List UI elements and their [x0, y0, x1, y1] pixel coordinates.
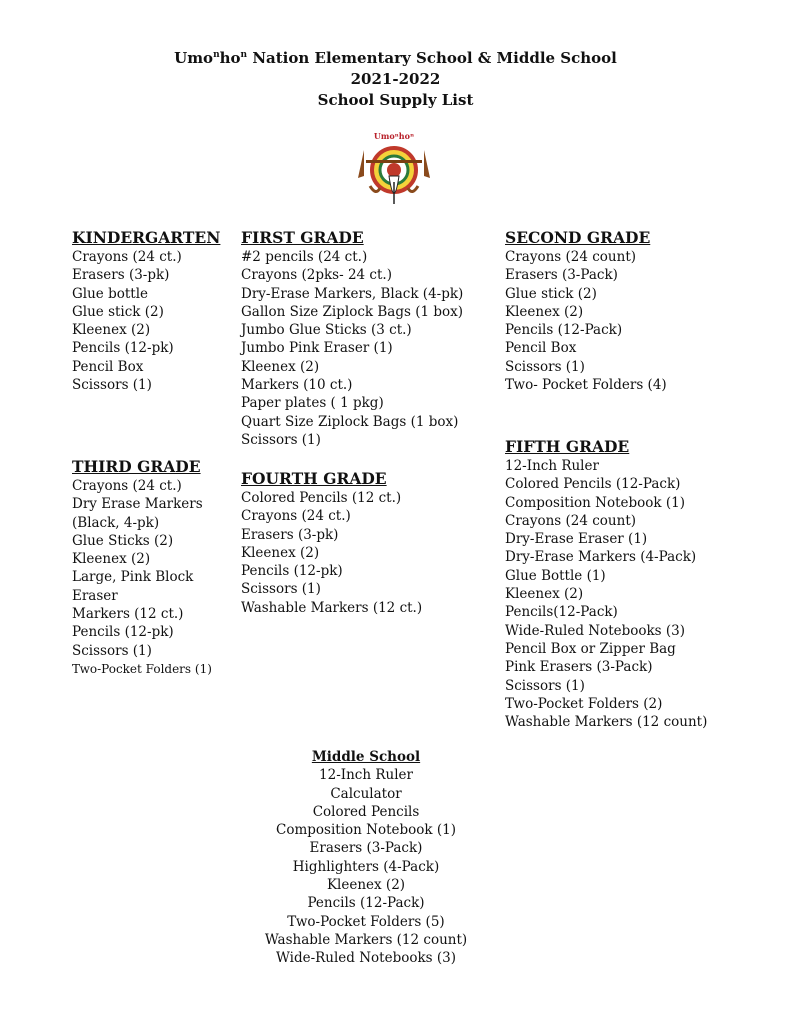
fifth-grade-heading: FIFTH GRADE	[505, 437, 630, 456]
list-item: Pencils (12-Pack)	[505, 322, 623, 339]
list-item: Composition Notebook (1)	[276, 822, 456, 839]
list-item: Crayons (24 count)	[505, 249, 637, 265]
list-item: Dry-Erase Markers, Black (4-pk)	[241, 285, 464, 302]
fourth-grade-list	[241, 469, 422, 617]
school-year: 2021-2022	[350, 70, 441, 88]
list-item: Glue Bottle (1)	[505, 567, 606, 584]
list-item: Pencils (12-pk)	[72, 340, 174, 357]
list-item: Pencil Box or Zipper Bag	[505, 640, 676, 657]
list-item: Quart Size Ziplock Bags (1 box)	[241, 413, 459, 430]
list-item: Two-Pocket Folders (5)	[287, 913, 445, 930]
fifth-grade-list	[505, 437, 707, 731]
list-item: Crayons (24 ct.)	[241, 508, 351, 525]
list-item: Gallon Size Ziplock Bags (1 box)	[241, 303, 463, 320]
list-item: Washable Markers (12 count)	[505, 714, 708, 731]
list-item: Glue stick (2)	[72, 303, 164, 320]
list-item: Scissors (1)	[241, 581, 321, 598]
list-item: Highlighters (4-Pack)	[292, 858, 440, 875]
list-item: Pencil Box	[505, 340, 577, 357]
list-item: Scissors (1)	[72, 377, 152, 394]
list-item: Markers (10 ct.)	[241, 377, 353, 394]
list-item: 12-Inch Ruler	[319, 767, 413, 784]
list-item: Crayons (24 ct.)	[72, 249, 182, 265]
kindergarten-heading: KINDERGARTEN	[72, 228, 221, 247]
logo-text: Umoⁿhoⁿ	[373, 131, 415, 141]
list-item: Dry-Erase Eraser (1)	[505, 531, 648, 548]
list-item: Large, Pink Block	[72, 569, 194, 586]
list-item: Jumbo Glue Sticks (3 ct.)	[241, 322, 412, 339]
list-item: Scissors (1)	[505, 358, 585, 375]
tribal-seal-icon	[356, 130, 432, 210]
list-item: Pencils (12-Pack)	[307, 895, 425, 912]
list-item: Kleenex (2)	[505, 586, 584, 603]
list-item: Wide-Ruled Notebooks (3)	[505, 622, 686, 639]
list-item: Two- Pocket Folders (4)	[505, 377, 667, 394]
second-grade-heading: SECOND GRADE	[505, 228, 651, 247]
list-item: Kleenex (2)	[241, 358, 320, 375]
list-item: Kleenex (2)	[72, 322, 151, 339]
list-item: Colored Pencils	[312, 803, 420, 820]
list-item: Scissors (1)	[241, 431, 321, 448]
list-item: Kleenex (2)	[72, 551, 151, 568]
list-item: Pencil Box	[72, 358, 144, 375]
list-item: Paper plates ( 1 pkg)	[241, 395, 384, 412]
list-item: Washable Markers (12 count)	[264, 931, 468, 948]
document-title: School Supply List	[317, 91, 474, 109]
list-item: 12-Inch Ruler	[505, 458, 599, 474]
list-item: Glue bottle	[72, 285, 149, 302]
list-item: Markers (12 ct.)	[72, 606, 184, 623]
first-grade-heading: FIRST GRADE	[241, 228, 364, 247]
list-item: Dry Erase Markers	[72, 496, 203, 513]
list-item: Pencils (12-pk)	[72, 624, 174, 641]
second-grade-list	[505, 228, 667, 394]
list-item: Pencils (12-pk)	[241, 563, 343, 580]
list-item: Pink Erasers (3-Pack)	[505, 659, 653, 676]
middle-school-heading: Middle School	[311, 749, 421, 765]
list-item: Colored Pencils (12 ct.)	[241, 490, 402, 506]
school-name: $Umo^nho^n$ Nation Elementary School & Middle School	[174, 49, 617, 67]
list-item: Erasers (3-Pack)	[505, 267, 618, 284]
list-item: Wide-Ruled Notebooks (3)	[275, 950, 457, 967]
first-grade-list	[241, 228, 463, 449]
list-item: Calculator	[330, 785, 402, 802]
list-item: Pencils(12-Pack)	[505, 604, 618, 621]
list-item: Washable Markers (12 ct.)	[241, 599, 423, 616]
kindergarten-list	[72, 228, 220, 394]
list-item: Crayons (24 count)	[505, 512, 637, 529]
third-grade-heading: THIRD GRADE	[72, 457, 201, 476]
fourth-grade-heading: FOURTH GRADE	[241, 469, 387, 488]
list-item: Erasers (3-Pack)	[309, 840, 423, 857]
list-item: Crayons (2pks- 24 ct.)	[241, 267, 392, 284]
list-item: Glue stick (2)	[505, 285, 597, 302]
third-grade-list	[72, 457, 212, 678]
list-item: Kleenex (2)	[326, 877, 406, 894]
list-item: Crayons (24 ct.)	[72, 478, 182, 494]
list-item: #2 pencils (24 ct.)	[241, 249, 368, 265]
list-item: Kleenex (2)	[241, 544, 320, 561]
middle-school-list	[0, 748, 732, 968]
list-item: Composition Notebook (1)	[505, 494, 685, 511]
list-item: Jumbo Pink Eraser (1)	[241, 340, 393, 357]
list-item: Scissors (1)	[505, 677, 585, 694]
list-item: Erasers (3-pk)	[72, 267, 170, 284]
list-item: Colored Pencils (12-Pack)	[505, 476, 681, 493]
list-item: Scissors (1)	[72, 642, 152, 659]
list-item: Kleenex (2)	[505, 303, 584, 320]
list-item: (Black, 4-pk)	[72, 514, 160, 531]
list-item: Two-Pocket Folders (1)	[72, 661, 212, 676]
list-item: Glue Sticks (2)	[72, 532, 174, 549]
list-item: Two-Pocket Folders (2)	[505, 695, 663, 712]
list-item: Erasers (3-pk)	[241, 526, 339, 543]
list-item: Eraser	[72, 587, 118, 604]
list-item: Dry-Erase Markers (4-Pack)	[505, 549, 697, 566]
document-header	[0, 48, 791, 111]
